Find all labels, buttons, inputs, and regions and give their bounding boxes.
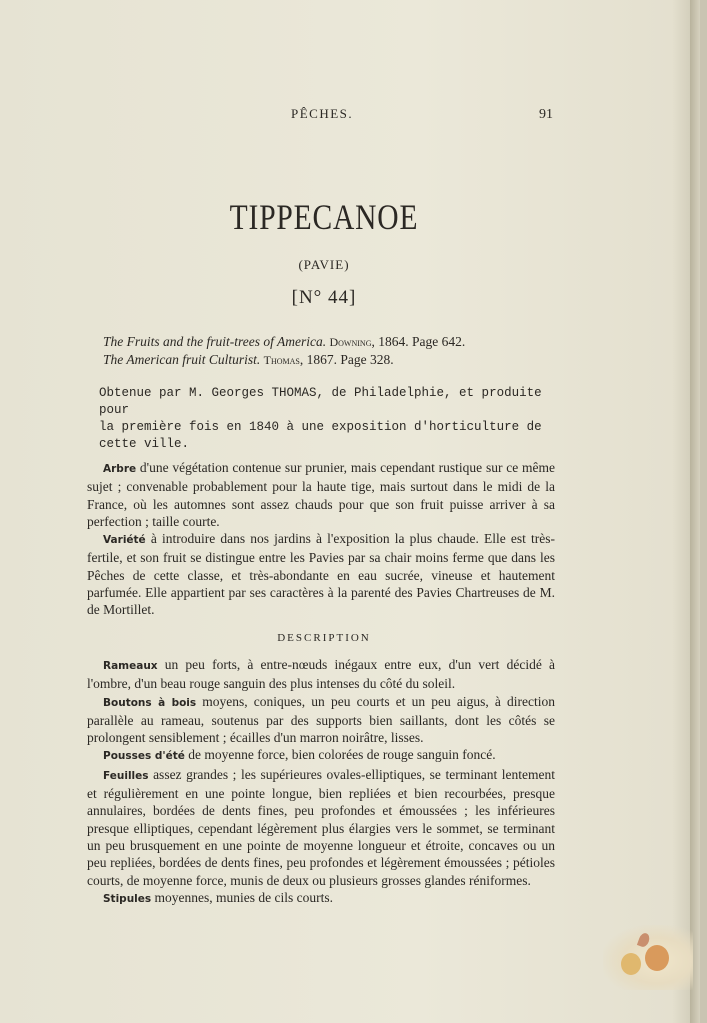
reference-line xyxy=(103,333,465,351)
paragraph-text: moyens, coniques, un peu courts et un peu aigus, à direction parallèle au rameau, soutenus par des supports bien saillants, dont les côtés se prolongent sensiblement ; écailles d'un marron noirâtre, lisses. xyxy=(87,693,555,746)
page-title: TIPPECANOE xyxy=(229,197,419,237)
paragraph-pousses xyxy=(87,746,555,765)
paragraph-arbre xyxy=(87,459,555,530)
fruit-shape xyxy=(621,953,641,975)
leaf-shape xyxy=(637,932,651,949)
page-number: 91 xyxy=(539,107,553,122)
reference-detail: , 1864. Page 642. xyxy=(371,334,466,349)
reference-line xyxy=(103,351,465,369)
description-heading: DESCRIPTION xyxy=(277,632,371,644)
paragraph-variete xyxy=(87,530,555,618)
paragraph-lead: Arbre xyxy=(103,463,137,475)
description-section xyxy=(87,656,555,908)
reference-source: The Fruits and the fruit-trees of America. xyxy=(103,334,327,349)
paragraph-lead: Boutons à bois xyxy=(103,696,197,709)
paragraph-text: moyennes, munies de cils courts. xyxy=(151,889,333,905)
reference-author: Downing xyxy=(329,335,372,349)
paragraph-lead: Pousses d'été xyxy=(103,750,185,763)
variety-number: [N° 44] xyxy=(291,287,357,308)
paragraph-text: un peu forts, à entre-nœuds inégaux entre eux, d'un vert décidé à l'ombre, d'un beau rouge sanguin des plus intenses du côté du soleil. xyxy=(87,657,555,692)
paragraph-text: de moyenne force, bien colorées de rouge sanguin foncé. xyxy=(184,747,496,763)
paragraph-stipules xyxy=(87,889,555,908)
fruit-illustration-bleedthrough xyxy=(603,925,693,990)
reference-detail: , 1867. Page 328. xyxy=(299,352,394,367)
intro-paragraph xyxy=(99,385,555,453)
reference-source: The American fruit Culturist. xyxy=(103,352,261,367)
paragraph-text: à introduire dans nos jardins à l'exposition la plus chaude. Elle est très-fertile, et son fruit se distingue entre les Pavies par sa chair moins ferme que dans les Pêches de cette classe, et très-abondante en eau sucrée, vineuse et hautement parfumée. Elle appartient par ses caractères à la parenté des Pavies Chartreuses de M. de Mortillet. xyxy=(87,531,555,618)
paragraph-boutons xyxy=(87,693,555,747)
paragraph-text: d'une végétation contenue sur prunier, mais cependant rustique sur ce même sujet ; convenable probablement pour la haute tige, mais surtout dans le midi de la France, où les automnes sont assez chauds pour que son fruit puisse arriver à sa perfection ; taille courte. xyxy=(87,460,555,529)
paragraph-lead: Rameaux xyxy=(103,660,158,672)
intro-first-line: Obtenue par M. Georges THOMAS, de Philadelphie, et produite pour xyxy=(99,386,542,417)
running-head: PÊCHES. xyxy=(291,106,354,121)
paragraph-lead: Variété xyxy=(103,534,146,547)
general-section xyxy=(87,459,555,619)
references xyxy=(103,333,465,369)
page-edge xyxy=(690,0,700,1023)
subtitle: (PAVIE) xyxy=(298,257,350,272)
paragraph-lead: Feuilles xyxy=(103,769,149,782)
paragraph-feuilles xyxy=(87,766,555,889)
intro-rest: la première fois en 1840 à une exposition d'horticulture de cette ville. xyxy=(99,420,542,451)
paragraph-lead: Stipules xyxy=(103,892,152,905)
paragraph-text: assez grandes ; les supérieures ovales-elliptiques, se terminant lentement et régulièrement en une pointe longue, bien repliées et bien recourbées, presque annulaires, bordées de dents fines, peu profondes et émoussées ; les inférieures presque elliptiques, cependant légèrement plus élargies vers le sommet, se terminant un peu brusquement en une pointe de moyenne longueur et étroite, concaves ou un peu repliées, bordées de dents fines, peu profondes et légèrement émoussées ; pétioles courts, de moyenne force, munis de deux ou plusieurs grosses glandes réniformes. xyxy=(87,766,555,888)
fruit-shape xyxy=(645,945,669,971)
reference-author: Thomas xyxy=(263,353,300,367)
paragraph-rameaux xyxy=(87,656,555,693)
